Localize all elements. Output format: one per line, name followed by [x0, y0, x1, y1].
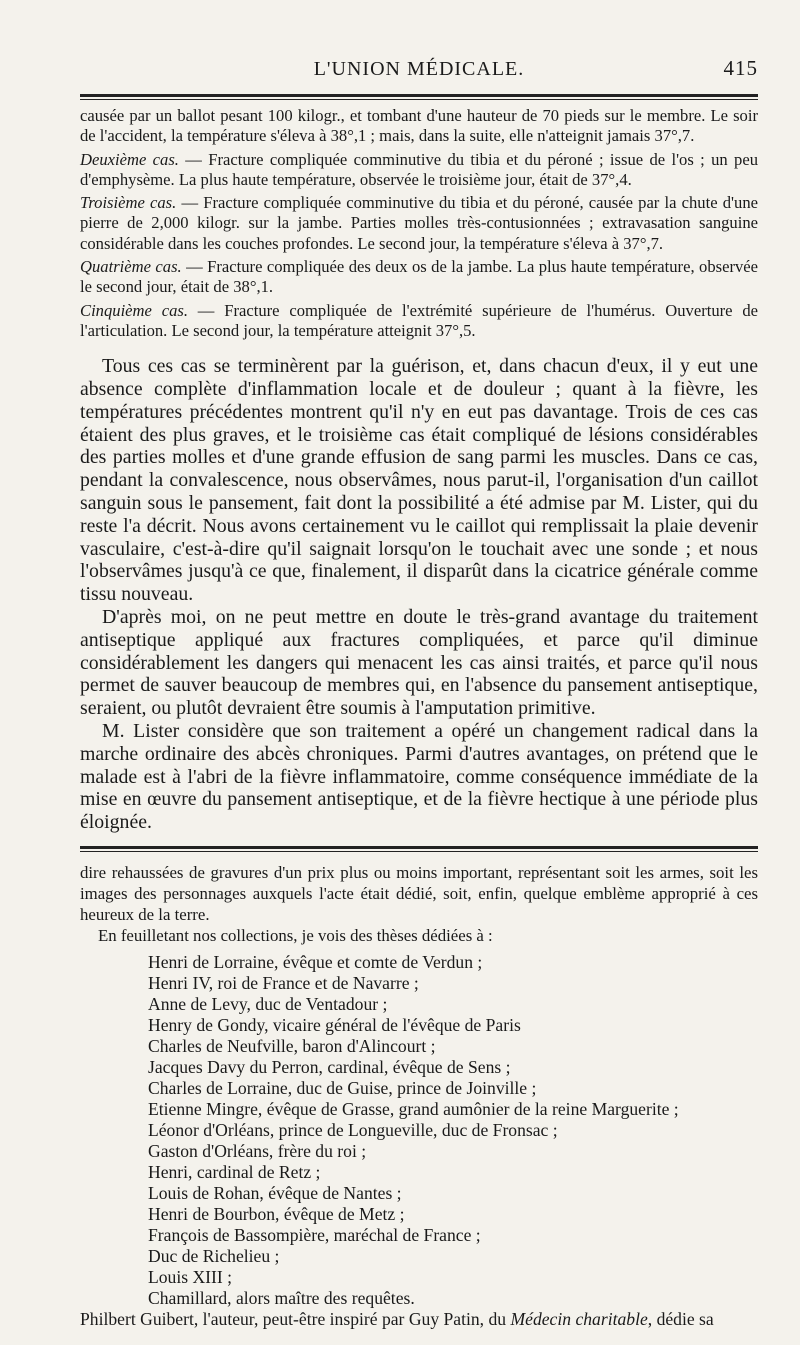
body-paragraph-1: Tous ces cas se terminèrent par la guérison, et, dans chacun d'eux, il y eut une absence complète d'inflammation locale et de douleur ; quant à la fièvre, les températures précédentes montrent qu'il n'y en eut pas davantage. Trois de ces cas étaient des plus graves, et le troisième cas était compliqué de lésions considérables des parties molles et d'une grande effusion de sang parmi les muscles. Dans ce cas, pendant la convalescence, nous observâmes, nous parut-il, l'organisation d'un caillot sanguin sous le pansement, fait dont la possibilité a été admise par M. Lister, qui du reste l'a décrit. Nous avons certainement vu le caillot qui remplissait la plaie devenir vasculaire, c'est-à-dire qu'il saignait lorsqu'on le touchait avec une sonde ; et nous l'observâmes jusqu'à ce que, finalement, il disparût dans la cicatrice générale comme tissu nouveau.	[80, 355, 758, 606]
dedication-item: François de Bassompière, maréchal de France ;	[148, 1225, 481, 1245]
case-3-paragraph	[80, 193, 758, 254]
dedication-item: Jacques Davy du Perron, cardinal, évêque de Sens ;	[148, 1057, 511, 1077]
dedication-item: Henri de Lorraine, évêque et comte de Verdun ;	[148, 952, 483, 972]
header-rule	[80, 94, 758, 100]
case-3-label: Troisième cas.	[80, 193, 177, 213]
dedication-item: Anne de Levy, duc de Ventadour ;	[148, 994, 388, 1014]
dedication-item: Charles de Lorraine, duc de Guise, prince de Joinville ;	[148, 1078, 537, 1098]
case-2-label: Deuxième cas.	[80, 149, 179, 169]
case-3-text: — Fracture compliquée comminutive du tibia et du péroné, causée par la chute d'une pierre de 2,000 kilogr. sur la jambe. Parties molles très-contusionnées ; extravasation sanguine considérable dans les couches profondes. Le second jour, la température s'éleva à 37°,7.	[80, 193, 758, 253]
dedication-list	[148, 952, 758, 1309]
last-line-end: , dédie sa	[647, 1309, 714, 1329]
dedication-item: Gaston d'Orléans, frère du roi ;	[148, 1141, 367, 1161]
dedication-item: Etienne Mingre, évêque de Grasse, grand aumônier de la reine Marguerite ;	[148, 1099, 679, 1119]
dedication-item: Louis XIII ;	[148, 1267, 233, 1287]
case-2-text: — Fracture compliquée comminutive du tibia et du péroné ; issue de l'os ; un peu d'emphysème. La plus haute température, observée le troisième jour, était de 37°,4.	[80, 149, 758, 189]
page-number: 415	[723, 56, 758, 80]
dedication-item: Louis de Rohan, évêque de Nantes ;	[148, 1183, 402, 1203]
case-5-label: Cinquième cas.	[80, 300, 188, 320]
dedication-item: Henry de Gondy, vicaire général de l'évêque de Paris	[148, 1015, 521, 1035]
feuilleton-paragraph-2: En feuilletant nos collections, je vois des thèses dédiées à :	[98, 926, 493, 945]
case-list	[80, 106, 758, 341]
case-4-paragraph	[80, 257, 758, 298]
journal-title: L'UNION MÉDICALE.	[313, 58, 525, 80]
book-title: Médecin charitable	[510, 1309, 648, 1329]
body-paragraph-3: M. Lister considère que son traitement a opéré un changement radical dans la marche ordinaire des abcès chroniques. Parmi d'autres avantages, on prétend que le malade est à l'abri de la fièvre inflammatoire, comme conséquence immédiate de la mise en œuvre du pansement antiseptique, et de la fièvre hectique à une période plus éloignée.	[80, 720, 758, 834]
page-header	[80, 52, 758, 86]
case-5-text: — Fracture compliquée de l'extrémité supérieure de l'humérus. Ouverture de l'articulation. Le second jour, la température atteignit 37°,5.	[80, 300, 758, 340]
main-article	[80, 355, 758, 834]
dedication-item: Duc de Richelieu ;	[148, 1246, 280, 1266]
case-2-paragraph	[80, 150, 758, 191]
dedication-item: Charles de Neufville, baron d'Alincourt ;	[148, 1036, 436, 1056]
feuilleton-paragraph-1: dire rehaussées de gravures d'un prix plus ou moins important, représentant soit les armes, soit les images des personnages auxquels l'acte était dédié, soit, enfin, quelque emblème approprié à ces heureux de la terre.	[80, 863, 758, 924]
section-rule	[80, 846, 758, 852]
body-paragraph-2: D'après moi, on ne peut mettre en doute le très-grand avantage du traitement antiseptique appliqué aux fractures compliquées, et parce qu'il diminue considérablement les dangers qui menacent les cas ainsi traités, et parce qu'il nous permet de sauver beaucoup de membres qui, en l'absence du pansement antiseptique, seraient, ou plutôt devraient être soumis à l'amputation primitive.	[80, 606, 758, 720]
case-4-text: — Fracture compliquée des deux os de la jambe. La plus haute température, observée le second jour, était de 38°,1.	[80, 257, 759, 297]
feuilleton-last-line	[80, 1309, 758, 1330]
dedication-item: Henri de Bourbon, évêque de Metz ;	[148, 1204, 405, 1224]
dedication-item: Henri, cardinal de Retz ;	[148, 1162, 321, 1182]
case-4-label: Quatrième cas.	[80, 257, 182, 277]
feuilleton-section	[80, 862, 758, 1330]
dedication-item: Henri IV, roi de France et de Navarre ;	[148, 973, 419, 993]
dedication-item: Léonor d'Orléans, prince de Longueville, duc de Fronsac ;	[148, 1120, 558, 1140]
case-1-paragraph: causée par un ballot pesant 100 kilogr., et tombant d'une hauteur de 70 pieds sur le membre. Le soir de l'accident, la température s'éleva à 38°,1 ; mais, dans la suite, elle n'atteignit jamais 37°,7.	[80, 106, 758, 146]
case-5-paragraph	[80, 301, 758, 342]
last-line-start: Philbert Guibert, l'auteur, peut-être inspiré par Guy Patin, du	[80, 1309, 511, 1329]
dedication-item: Chamillard, alors maître des requêtes.	[148, 1288, 415, 1308]
